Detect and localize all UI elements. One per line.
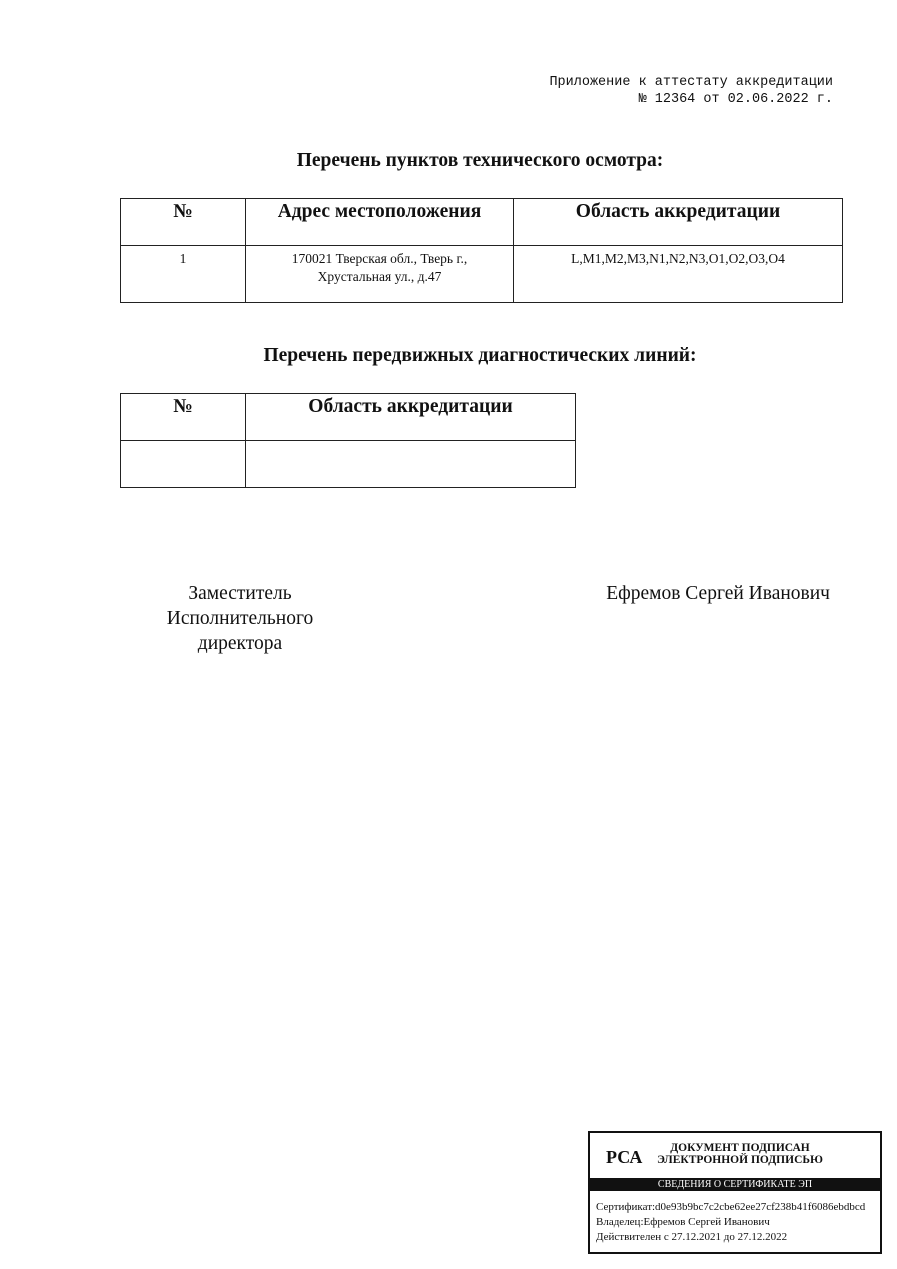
column-header-scope: Область аккредитации [246, 394, 576, 441]
stamp-certificate-band: СВЕДЕНИЯ О СЕРТИФИКАТЕ ЭП [590, 1178, 880, 1191]
signer-position [150, 581, 330, 656]
row-address-line2: Хрустальная ул., д.47 [317, 269, 442, 284]
stamp-details [596, 1200, 865, 1245]
stamp-heading-line1: ДОКУМЕНТ ПОДПИСАН [670, 1142, 810, 1154]
column-header-number: № [121, 199, 246, 246]
points-table [120, 198, 843, 303]
rsa-logo: РСА [606, 1147, 643, 1167]
attachment-note-line1: Приложение к аттестату аккредитации [549, 75, 833, 90]
signer-position-line3: директора [197, 633, 283, 654]
stamp-validity: Действителен с 27.12.2021 до 27.12.2022 [596, 1231, 788, 1243]
column-header-address: Адрес местоположения [246, 199, 514, 246]
empty-cell [246, 441, 576, 488]
points-section-title: Перечень пунктов технического осмотра: [296, 150, 664, 171]
empty-cell [121, 441, 246, 488]
table-header-row [121, 394, 576, 441]
signer-name: Ефремов Сергей Иванович [606, 583, 830, 604]
signer-position-line2: Исполнительного [166, 608, 314, 629]
signer-position-line1: Заместитель [188, 583, 292, 604]
attachment-note-line2: № 12364 от 02.06.2022 г. [638, 92, 833, 107]
stamp-heading [656, 1142, 824, 1166]
row-scope: L,M1,M2,M3,N1,N2,N3,O1,O2,O3,O4 [514, 246, 843, 303]
column-header-scope: Область аккредитации [514, 199, 843, 246]
mobile-lines-table [120, 393, 576, 488]
attachment-note [549, 74, 833, 108]
column-header-number: № [121, 394, 246, 441]
stamp-certificate: Сертификат:d0e93b9bc7c2cbe62ee27cf238b41f6086ebdbcd [596, 1201, 866, 1213]
row-number: 1 [121, 246, 246, 303]
stamp-owner: Владелец:Ефремов Сергей Иванович [596, 1216, 770, 1228]
mobile-section-title: Перечень передвижных диагностических линий: [263, 345, 697, 366]
electronic-signature-stamp [588, 1131, 882, 1254]
table-row [121, 246, 843, 303]
row-address-line1: 170021 Тверская обл., Тверь г., [291, 251, 468, 266]
stamp-heading-line2: ЭЛЕКТРОННОЙ ПОДПИСЬЮ [657, 1154, 823, 1166]
table-header-row [121, 199, 843, 246]
row-address [246, 246, 514, 303]
table-row-empty [121, 441, 576, 488]
